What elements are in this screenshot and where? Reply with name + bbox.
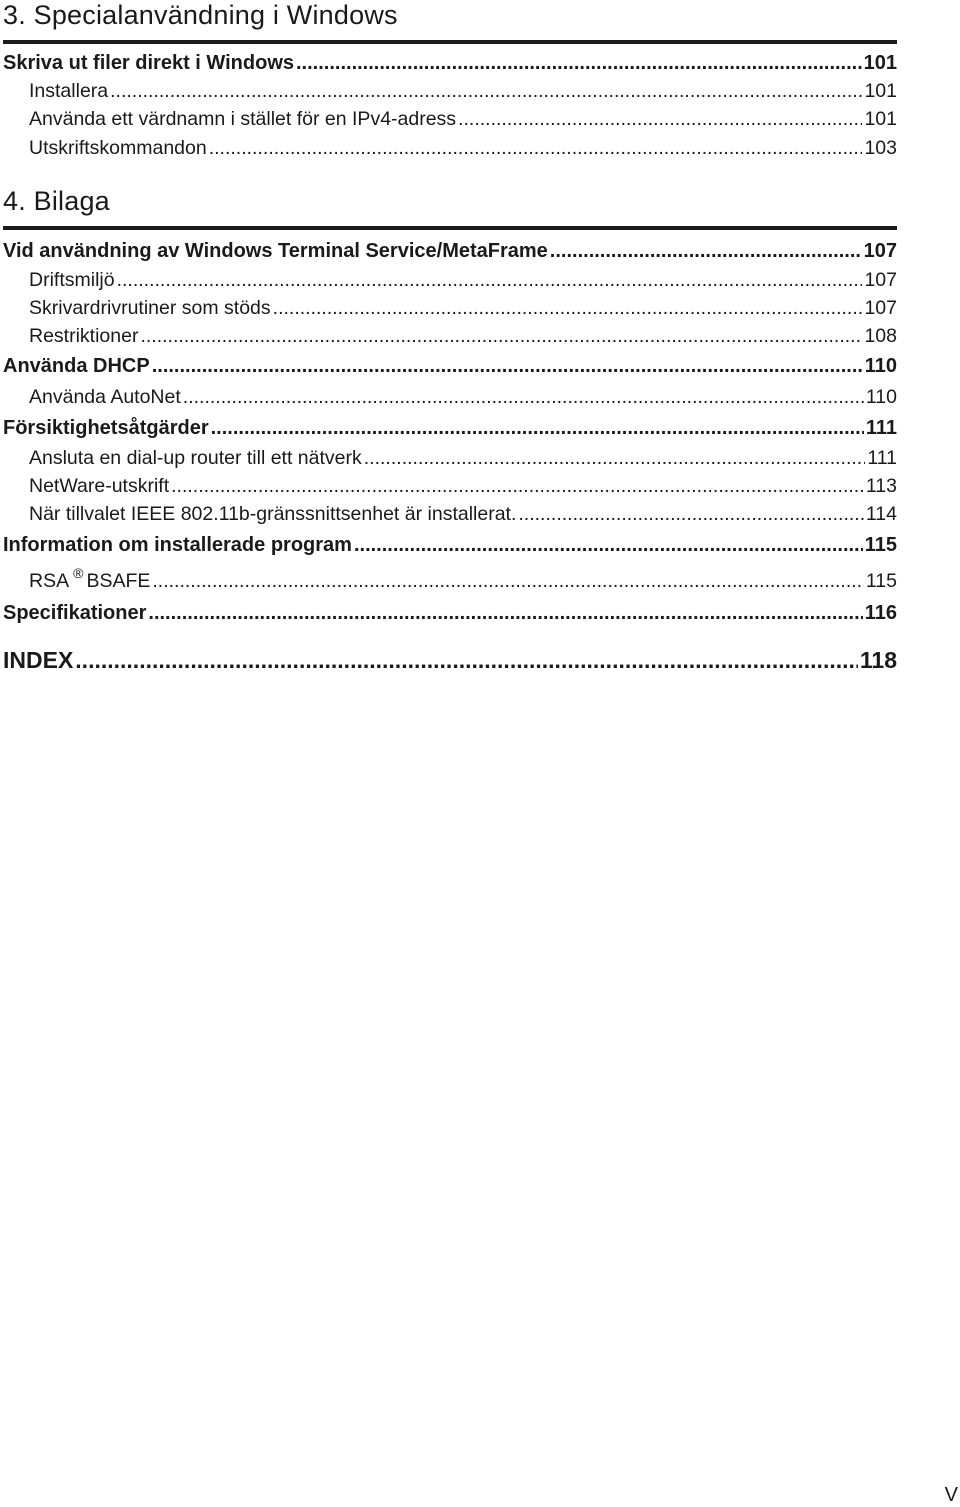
chapter-title: 3. Specialanvändning i Windows: [3, 0, 398, 30]
toc-entry-page: 118: [859, 647, 897, 673]
toc-entry-label: Installera: [29, 80, 109, 102]
toc-entry-page: 115: [865, 570, 897, 592]
toc-entry-label: INDEX: [3, 647, 74, 673]
toc-entry-page: 114: [865, 503, 897, 525]
toc-entry[interactable]: [3, 269, 897, 292]
toc-entry-page: 101: [864, 108, 897, 130]
toc-entry-label: Restriktioner: [29, 325, 139, 347]
toc-leader-dots: [211, 417, 864, 440]
toc-entry-page: 110: [864, 355, 897, 377]
toc-entry[interactable]: [3, 602, 897, 625]
page-folio: V: [944, 1484, 958, 1506]
toc-entry[interactable]: [3, 475, 897, 498]
toc-leader-dots: [148, 602, 862, 625]
toc-leader-dots: [152, 570, 864, 593]
toc-leader-dots: [364, 447, 866, 470]
toc-leader-dots: [75, 647, 858, 674]
toc-entry-page: 107: [864, 297, 897, 319]
toc-entry-page: 111: [867, 447, 897, 469]
chapter-heading: [3, 0, 897, 31]
toc-entry[interactable]: [3, 447, 897, 470]
toc-entry[interactable]: [3, 80, 897, 103]
toc-entry-page: 111: [865, 417, 897, 439]
toc-leader-dots: [518, 503, 864, 526]
toc-entry[interactable]: [3, 240, 897, 263]
toc-entry-page: 108: [864, 325, 897, 347]
toc-entry-label: Ansluta en dial-up router till ett nätverk: [29, 447, 362, 469]
toc-entry[interactable]: [3, 355, 897, 378]
toc-leader-dots: [117, 269, 863, 292]
toc-entry[interactable]: [3, 108, 897, 131]
toc-entry-label: Använda DHCP: [3, 355, 150, 377]
toc-entry-label: Driftsmiljö: [29, 269, 115, 291]
chapter-rule: [3, 226, 897, 230]
chapter-heading: [3, 186, 897, 217]
toc-leader-dots: [273, 297, 863, 320]
toc-entry-page: 103: [864, 137, 897, 159]
toc-entry-label: Utskriftskommandon: [29, 137, 207, 159]
toc-entry[interactable]: [3, 297, 897, 320]
toc-leader-dots: [354, 534, 863, 557]
toc-leader-dots: [140, 325, 862, 348]
toc-leader-dots: [550, 240, 862, 263]
toc-entry[interactable]: [3, 325, 897, 348]
toc-leader-dots: [152, 355, 863, 378]
toc-leader-dots: [209, 137, 863, 160]
toc-entry-label: Använda ett värdnamn i stället för en IPv4-adress: [29, 108, 457, 130]
toc-leader-dots: [458, 108, 862, 131]
chapter-rule: [3, 40, 897, 44]
toc-entry-label: När tillvalet IEEE 802.11b-gränssnittsenhet är installerat.: [29, 503, 517, 525]
toc-entry-label: Använda AutoNet: [29, 386, 181, 408]
toc-entry-label: [29, 565, 151, 593]
toc-entry-page: 101: [864, 80, 897, 102]
toc-entry-page: 107: [864, 269, 897, 291]
toc-entry-page: 113: [865, 475, 897, 497]
toc-entry[interactable]: [3, 534, 897, 557]
toc-entry[interactable]: [3, 417, 897, 440]
registered-mark-icon: ®: [73, 565, 84, 581]
toc-entry[interactable]: [3, 565, 897, 593]
toc-leader-dots: [183, 386, 864, 409]
toc-entry[interactable]: [3, 52, 897, 75]
toc-leader-dots: [110, 80, 862, 103]
toc-entry-page: 107: [863, 240, 897, 262]
toc-index-entry[interactable]: [3, 647, 897, 674]
toc-entry-page: 101: [863, 52, 897, 74]
toc-entry-label: NetWare-utskrift: [29, 475, 170, 497]
toc-entry[interactable]: [3, 386, 897, 409]
toc-entry-label: Vid användning av Windows Terminal Service/MetaFrame: [3, 240, 548, 262]
toc-leader-dots: [171, 475, 864, 498]
toc-entry-page: 110: [865, 386, 897, 408]
toc-entry-label: Skriva ut filer direkt i Windows: [3, 52, 294, 74]
toc-entry-label: Information om installerade program: [3, 534, 352, 556]
toc-entry-page: 116: [864, 602, 897, 624]
toc-entry[interactable]: [3, 137, 897, 160]
toc-entry-page: 115: [864, 534, 897, 556]
chapter-title: 4. Bilaga: [3, 186, 110, 216]
rsa-text: RSA: [29, 570, 70, 592]
toc-entry-label: Skrivardrivrutiner som stöds: [29, 297, 271, 319]
bsafe-text: BSAFE: [86, 570, 151, 592]
toc-entry-label: Specifikationer: [3, 602, 147, 624]
toc-entry-label: Försiktighetsåtgärder: [3, 417, 209, 439]
toc-leader-dots: [296, 52, 862, 75]
toc-entry[interactable]: [3, 503, 897, 526]
